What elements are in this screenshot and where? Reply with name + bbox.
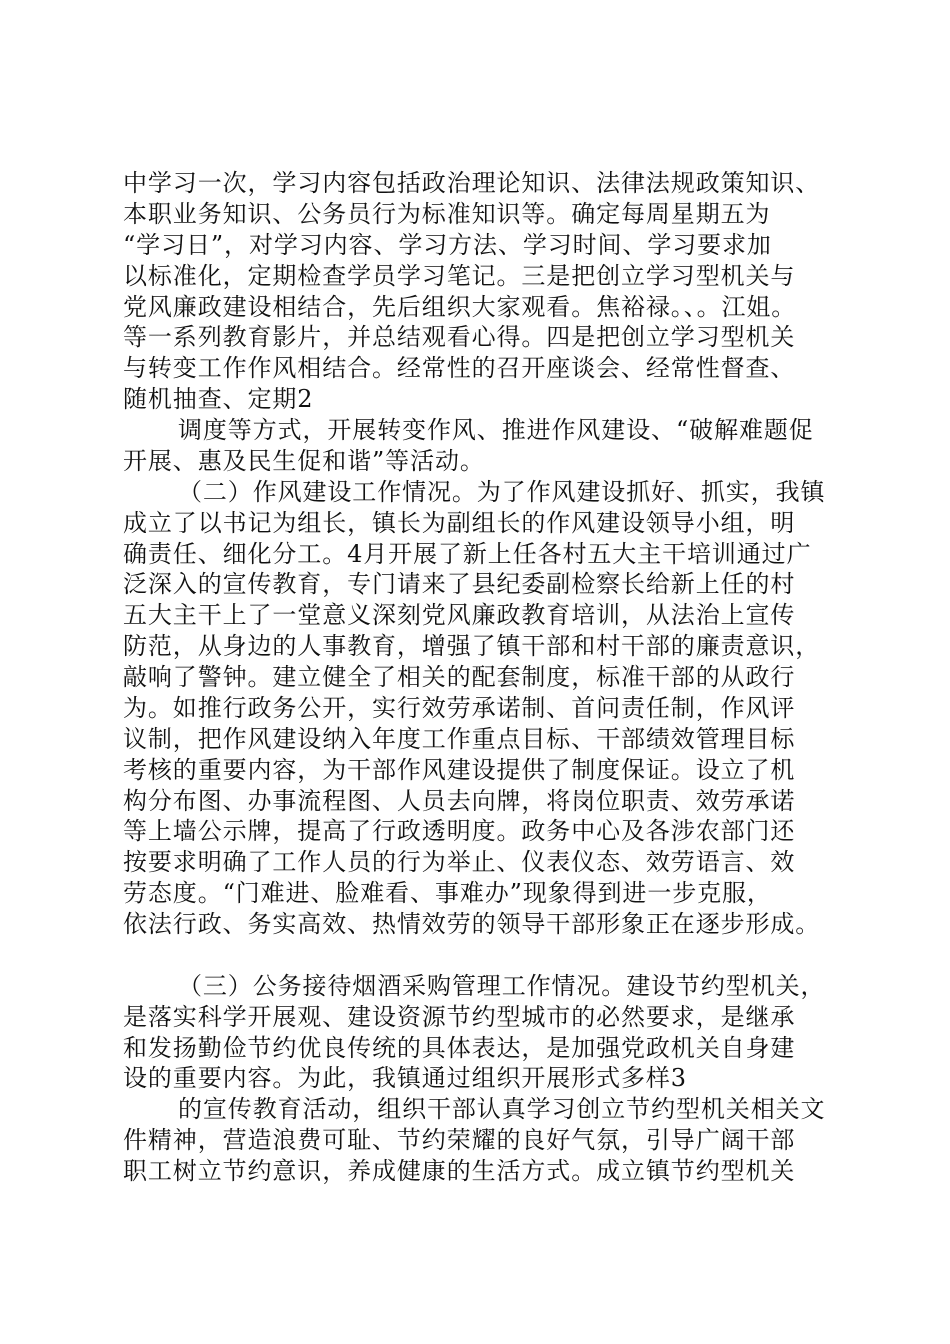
text-line: 职工树立节约意识，养成健康的生活方式。成立镇节约型机关 bbox=[123, 1157, 796, 1185]
text-line: （三）公务接待烟酒采购管理工作情况。建设节约型机关， bbox=[178, 971, 826, 1000]
text-line: 依法行政、务实高效、热情效劳的领导干部形象正在逐步形成。 bbox=[123, 910, 821, 938]
text-line: 敲响了警钟。建立健全了相关的配套制度，标准干部的从政行 bbox=[123, 663, 796, 691]
text-line: 考核的重要内容，为干部作风建设提供了制度保证。设立了机 bbox=[123, 755, 796, 784]
text-line: 确责任、细化分工。4月开展了新上任各村五大主干培训通过广 bbox=[123, 539, 812, 568]
text-line: “学习日”，对学习内容、学习方法、学习时间、学习要求加 bbox=[123, 230, 772, 259]
text-line: 五大主干上了一堂意义深刻党风廉政教育培训，从法治上宣传 bbox=[123, 601, 796, 630]
text-line: 本职业务知识、公务员行为标准知识等。确定每周星期五为 bbox=[123, 199, 771, 228]
text-line: 和发扬勤俭节约优良传统的具体表达，是加强党政机关自身建 bbox=[123, 1033, 796, 1062]
text-line: 的宣传教育活动，组织干部认真学习创立节约型机关相关文 bbox=[178, 1095, 826, 1124]
text-line: 防范，从身边的人事教育，增强了镇干部和村干部的廉责意识， bbox=[123, 632, 821, 661]
text-line: 劳态度。“门难进、脸难看、事难办”现象得到进一步克服， bbox=[123, 879, 772, 908]
text-line: 为。如推行政务公开，实行效劳承诺制、首问责任制，作风评 bbox=[123, 693, 796, 722]
text-line: 等上墙公示牌，提高了行政透明度。政务中心及各涉农部门还 bbox=[123, 817, 796, 846]
text-line: 调度等方式，开展转变作风、推进作风建设、“破解难题促 bbox=[178, 416, 814, 444]
text-line: 以标准化，定期检查学员学习笔记。三是把创立学习型机关与 bbox=[123, 261, 796, 290]
text-line: 等一系列教育影片，并总结观看心得。四是把创立学习型机关 bbox=[123, 323, 796, 352]
text-line: 与转变工作作风相结合。经常性的召开座谈会、经常性督查、 bbox=[123, 354, 796, 383]
text-line: 开展、惠及民生促和谐”等活动。 bbox=[123, 446, 485, 475]
text-line: 随机抽查、定期2 bbox=[123, 385, 314, 414]
text-line: 件精神，营造浪费可耻、节约荣耀的良好气氛，引导广阔干部 bbox=[123, 1126, 796, 1155]
text-line: 议制，把作风建设纳入年度工作重点目标、干部绩效管理目标 bbox=[123, 724, 796, 753]
text-line: 构分布图、办事流程图、人员去向牌，将岗位职责、效劳承诺 bbox=[123, 786, 796, 815]
text-line: 成立了以书记为组长，镇长为副组长的作风建设领导小组，明 bbox=[123, 508, 796, 537]
text-line: 泛深入的宣传教育，专门请来了县纪委副检察长给新上任的村 bbox=[123, 570, 796, 599]
text-line: 按要求明确了工作人员的行为举止、仪表仪态、效劳语言、效 bbox=[123, 848, 796, 877]
text-line: 党风廉政建设相结合，先后组织大家观看。焦裕禄。、。江姐。 bbox=[123, 292, 797, 321]
text-line: 中学习一次，学习内容包括政治理论知识、法律法规政策知识、 bbox=[123, 169, 821, 197]
text-line: （二）作风建设工作情况。为了作风建设抓好、抓实，我镇 bbox=[178, 477, 826, 506]
text-line: 是落实科学开展观、建设资源节约型城市的必然要求，是继承 bbox=[123, 1002, 796, 1031]
text-line: 设的重要内容。为此，我镇通过组织开展形式多样3 bbox=[123, 1064, 687, 1093]
